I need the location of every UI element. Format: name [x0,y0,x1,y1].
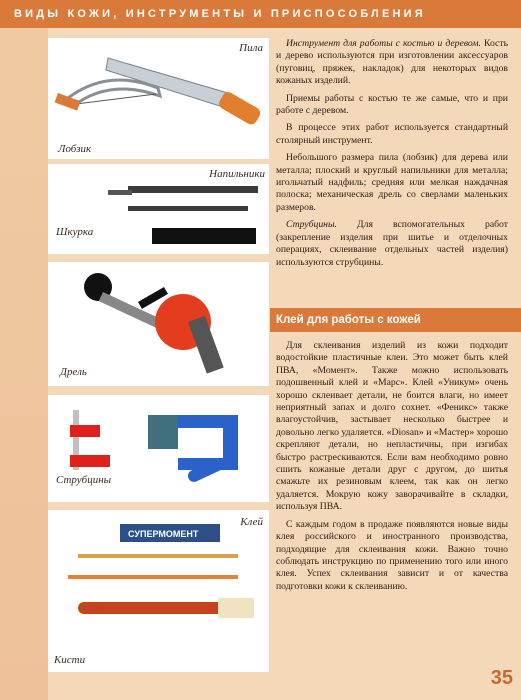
para-5: Струбцины. Для вспомогательных работ (закрепление изделия при шитье и отделочных операциях, склеивание отдельных частей изделия) используются струбцины. [276,219,508,268]
panel-files [48,164,269,254]
para-5-em: Струбцины. [286,219,337,231]
glue-illustration [48,510,269,672]
para-1-em: Инструмент для работы с костью и деревом. [286,38,481,49]
para-1: Инструмент для работы с костью и деревом. Кость и дерево используются при изготовлении аксессуаров (пуговиц, пряжек, накладок) для некоторых видов кожаных изделий. [276,38,509,87]
label-glue: Клей [240,516,263,528]
label-brushes: Кисти [54,654,86,666]
para-2: Приемы работы с костью те же самые, что и при работе с деревом. [276,92,508,117]
para-3: В процессе этих работ используется стандартный столярный инструмент. [276,122,508,146]
label-fretsaw: Лобзик [58,143,92,155]
panel-glue [48,510,269,672]
clamps-illustration [48,395,269,502]
article-top [276,38,508,274]
section-para-1: Для склеивания изделий из кожи подходит водостойкие пластичные клеи. Это может быть клей ПВА, «Момент». Также можно использовать подошвенный клей и «Марс». Клей «Уникум» очень хорошо склеивает детали, не боится влаги, но имеет неприятный запах и долго сохнет. «Феникс» также влагоустойчив, застывает несколько быстрее и довольно легко удаляется. «Diosan» и «Мастер» хорошо скрепляют детали, но непластичны, при изгибах быстро растрескиваются. Если вам необходимо ровно сшить кожаные детали друг с другом, до шитья смажьте их резиновым клеем, так как он легко удаляется. Мокрую кожу заворачивайте в складки, используя ПВА. [276,340,508,513]
label-clamps: Струбцины [56,474,112,486]
para-4: Небольшого размера пила (лобзик) для дерева или металла; плоский и круглый напильники для металла; игольчатый надфиль; средняя или мелкая наждачная полоска; механическая дрель со сверлами маленьких размеров. [276,152,508,213]
drill-illustration [48,262,269,386]
files-illustration [48,164,269,254]
label-saw: Пила [239,42,263,54]
glue-tube-text: СУПЕРМОМЕНТ [128,529,199,539]
section-para-2: С каждым годом в продаже появляются новые виды клея российского и иностранного производства, подходящие для склеивания кожи. Важно точно соблюдать инструкцию по применению того или иного клея. Успех склеивания зависит и от качества подготовки кожи к склеиванию. [276,518,508,592]
article-bottom [276,340,508,598]
label-sandpaper: Шкурка [56,226,94,238]
label-files: Напильники [209,168,265,180]
page-header: ВИДЫ КОЖИ, ИНСТРУМЕНТЫ И ПРИСПОСОБЛЕНИЯ [14,8,426,20]
section-title: Клей для работы с кожей [276,314,421,326]
saw-illustration [48,38,269,159]
left-stripe [0,28,48,700]
panel-drill [48,262,269,386]
label-drill: Дрель [60,366,87,378]
panel-clamps [48,395,269,502]
page-number: 35 [490,667,513,689]
panel-saw [48,38,269,159]
